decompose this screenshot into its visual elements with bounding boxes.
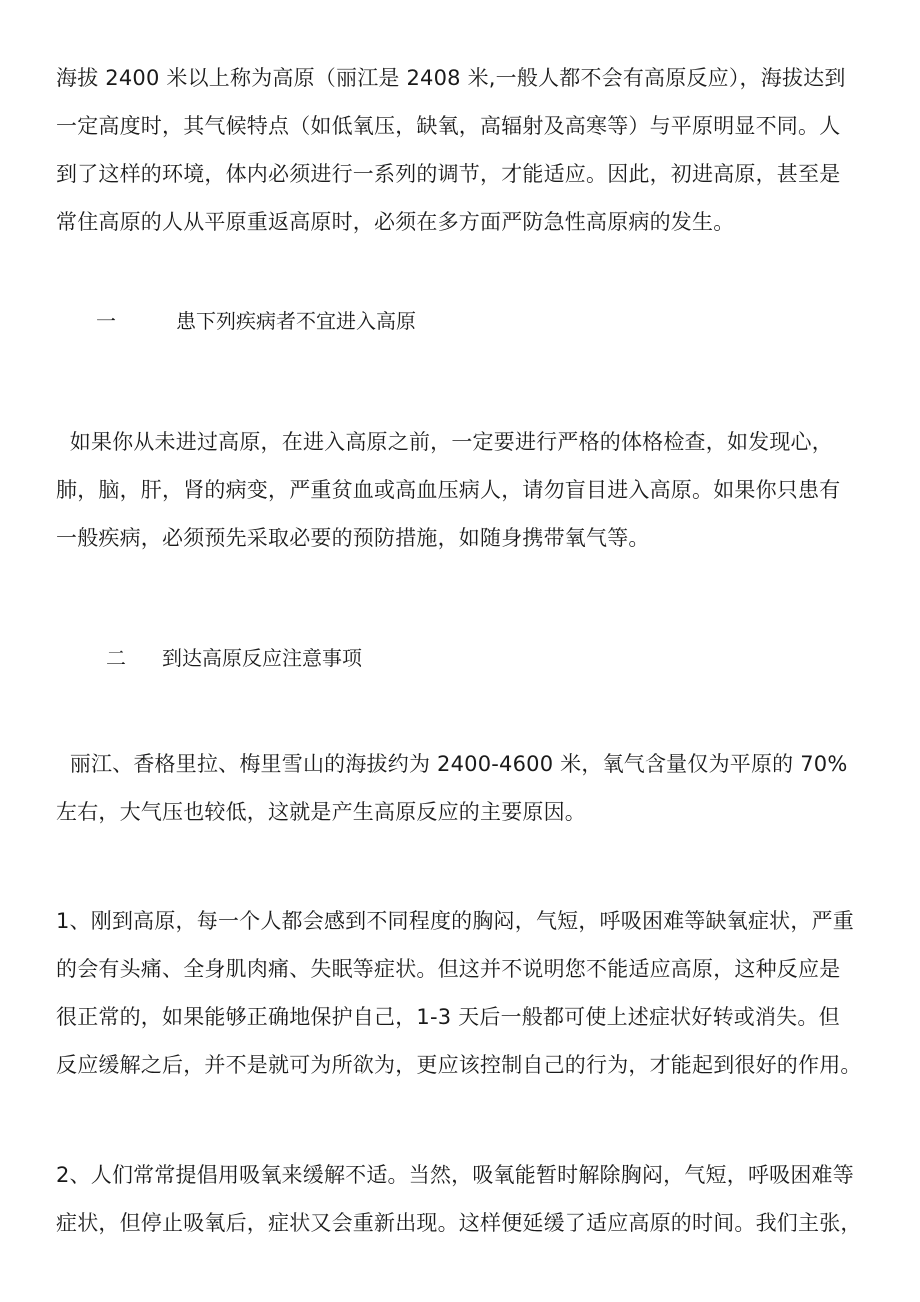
section-heading-1: [96, 297, 911, 345]
list-item-2: [56, 1151, 871, 1247]
text-line: 反应缓解之后，并不是就可为所欲为，更应该控制自己的行为，才能起到很好的作用。: [56, 1053, 862, 1077]
text-line: 的会有头痛、全身肌肉痛、失眠等症状。但这并不说明您不能适应高原，这种反应是: [56, 957, 841, 981]
text-line: 肺，脑，肝，肾的病变，严重贫血或高血压病人，请勿盲目进入高原。如果你只患有: [56, 478, 841, 502]
text-line: 症状，但停止吸氧后，症状又会重新出现。这样便延缓了适应高原的时间。我们主张，: [56, 1211, 862, 1235]
section-number: 二: [106, 646, 126, 670]
text-line: 到了这样的环境，体内必须进行一系列的调节，才能适应。因此，初进高原，甚至是: [56, 162, 841, 186]
heading-line: [96, 297, 911, 345]
section-number: 一: [96, 309, 116, 333]
text-line: 很正常的，如果能够正确地保护自己，1-3 天后一般都可使上述症状好转或消失。但: [56, 1005, 840, 1029]
section-title: 患下列疾病者不宜进入高原: [176, 309, 416, 333]
text-line: 左右，大气压也较低，这就是产生高原反应的主要原因。: [56, 800, 586, 824]
text-line: 常住高原的人从平原重返高原时，必须在多方面严防急性高原病的发生。: [56, 210, 735, 234]
section-heading-2: [106, 634, 920, 682]
heading-line: [106, 634, 920, 682]
text-line: 1、刚到高原，每一个人都会感到不同程度的胸闷，气短，呼吸困难等缺氧症状，严重: [56, 909, 854, 933]
text-line: 2、人们常常提倡用吸氧来缓解不适。当然，吸氧能暂时解除胸闷，气短，呼吸困难等: [56, 1163, 854, 1187]
text-line: 如果你从未进过高原，在进入高原之前，一定要进行严格的体格检查，如发现心，: [56, 430, 833, 454]
text-line: 丽江、香格里拉、梅里雪山的海拔约为 2400-4600 米，氧气含量仅为平原的 70%: [56, 752, 848, 776]
section-title: 到达高原反应注意事项: [162, 646, 362, 670]
text-line: 海拔 2400 米以上称为高原（丽江是 2408 米,一般人都不会有高原反应），海拔达到: [56, 66, 846, 90]
section-1-paragraph: [56, 418, 871, 562]
section-2-intro-paragraph: [56, 740, 871, 836]
intro-paragraph: [56, 54, 871, 246]
text-line: 一定高度时，其气候特点（如低氧压，缺氧，高辐射及高寒等）与平原明显不同。人: [56, 114, 841, 138]
text-line: 一般疾病，必须预先采取必要的预防措施，如随身携带氧气等。: [56, 526, 650, 550]
list-item-1: [56, 897, 871, 1089]
